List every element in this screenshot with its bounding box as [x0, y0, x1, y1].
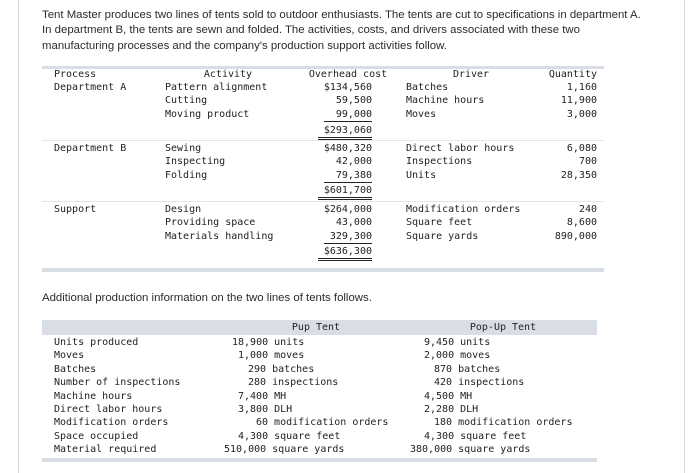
cost-cell: $480,320: [323, 143, 372, 154]
cost-total: $636,300: [318, 245, 372, 261]
quantity-cell: 240: [578, 204, 597, 215]
driver-cell: Direct labor hours: [406, 143, 515, 154]
cost-cell: 79,380: [324, 169, 372, 183]
t2-label: Number of inspections: [54, 377, 181, 389]
header-quantity: Quantity: [548, 69, 597, 80]
popup-value: 2,280 DLH: [424, 404, 479, 415]
driver-cell: Machine hours: [406, 95, 485, 107]
driver-cell: Square feet: [406, 217, 473, 229]
activity-cell: Materials handling: [165, 230, 274, 242]
activity-cell: Moving product: [165, 108, 250, 120]
table2-bottom-band: [42, 458, 597, 462]
t2-label: Moves: [54, 350, 85, 362]
quantity-cell: 1,160: [566, 82, 597, 93]
header-activity: Activity: [203, 69, 253, 80]
popup-value: 380,000 square yards: [410, 444, 531, 456]
t2-label: Modification orders: [54, 417, 169, 429]
quantity-cell: 700: [578, 156, 597, 168]
cost-cell: $264,000: [323, 204, 372, 215]
pup-value: 280 inspections: [248, 377, 339, 389]
t2-label: Batches: [54, 363, 97, 375]
t2-label: Machine hours: [54, 390, 133, 402]
cost-cell: 329,300: [324, 230, 372, 244]
pup-value: 290 batches: [248, 363, 315, 375]
intro-paragraph: Tent Master produces two lines of tents sold to outdoor enthusiasts. The tents are cut to specifications in department A. In department B, the tents are sewn and folded. The activities, costs, and drivers associated with these two manufacturing processes and the company's production support activities follow.: [42, 9, 641, 52]
header-pup-tent: Pup Tent: [291, 322, 341, 333]
driver-cell: Modification orders: [406, 204, 521, 215]
activity-cell: Sewing: [165, 143, 202, 154]
subheading: Additional production information on the two lines of tents follows.: [42, 292, 372, 304]
table1-bottom-band: [42, 268, 604, 272]
cost-total: $601,700: [318, 184, 372, 200]
popup-value: 2,000 moves: [424, 350, 491, 362]
quantity-cell: 6,080: [566, 143, 597, 154]
header-overhead-cost: Overhead cost: [308, 69, 388, 80]
cost-cell: $134,560: [323, 82, 372, 93]
cost-total: $293,060: [318, 124, 372, 140]
t2-label: Space occupied: [54, 430, 139, 442]
cost-cell: 99,000: [324, 108, 372, 122]
header-process: Process: [54, 69, 97, 80]
t2-label: Units produced: [54, 337, 139, 348]
quantity-cell: 28,350: [560, 169, 597, 181]
pup-value: 3,800 DLH: [238, 404, 293, 415]
process-department-a: Department A: [54, 82, 127, 93]
popup-value: 420 inspections: [434, 377, 525, 389]
t2-label: Material required: [54, 444, 157, 456]
popup-value: 4,300 square feet: [424, 430, 527, 442]
pup-value: 4,300 square feet: [238, 430, 341, 442]
process-support: Support: [54, 204, 97, 215]
quantity-cell: 3,000: [566, 108, 597, 120]
cost-cell: 59,500: [335, 95, 372, 107]
popup-value: 4,500 MH: [424, 390, 473, 402]
pup-value: 1,000 moves: [238, 350, 305, 362]
t2-label: Direct labor hours: [54, 404, 163, 415]
popup-value: 180 modification orders: [434, 417, 573, 429]
driver-cell: Moves: [406, 108, 437, 120]
activity-cell: Inspecting: [165, 156, 226, 168]
activity-cell: Folding: [165, 169, 208, 181]
driver-cell: Batches: [406, 82, 449, 93]
quantity-cell: 8,600: [566, 217, 597, 229]
header-driver: Driver: [452, 69, 490, 80]
cost-cell: 42,000: [335, 156, 372, 168]
activity-cell: Pattern alignment: [165, 82, 268, 93]
popup-value: 870 batches: [434, 363, 501, 375]
quantity-cell: 890,000: [554, 230, 597, 242]
process-department-b: Department B: [54, 143, 127, 154]
cost-cell: 43,000: [335, 217, 372, 229]
header-pop-up-tent: Pop-Up Tent: [469, 322, 537, 333]
pup-value: 510,000 square yards: [224, 444, 345, 456]
table1-divider: [42, 201, 604, 202]
pup-value: 60 modification orders: [256, 417, 389, 429]
activity-cell: Cutting: [165, 95, 208, 107]
activity-cell: Providing space: [165, 217, 256, 229]
pup-value: 18,900 units: [232, 337, 305, 348]
quantity-cell: 11,900: [560, 95, 597, 107]
popup-value: 9,450 units: [424, 337, 491, 348]
activity-cell: Design: [165, 204, 202, 215]
driver-cell: Units: [406, 169, 437, 181]
driver-cell: Inspections: [406, 156, 473, 168]
pup-value: 7,400 MH: [238, 390, 287, 402]
driver-cell: Square yards: [406, 230, 479, 242]
